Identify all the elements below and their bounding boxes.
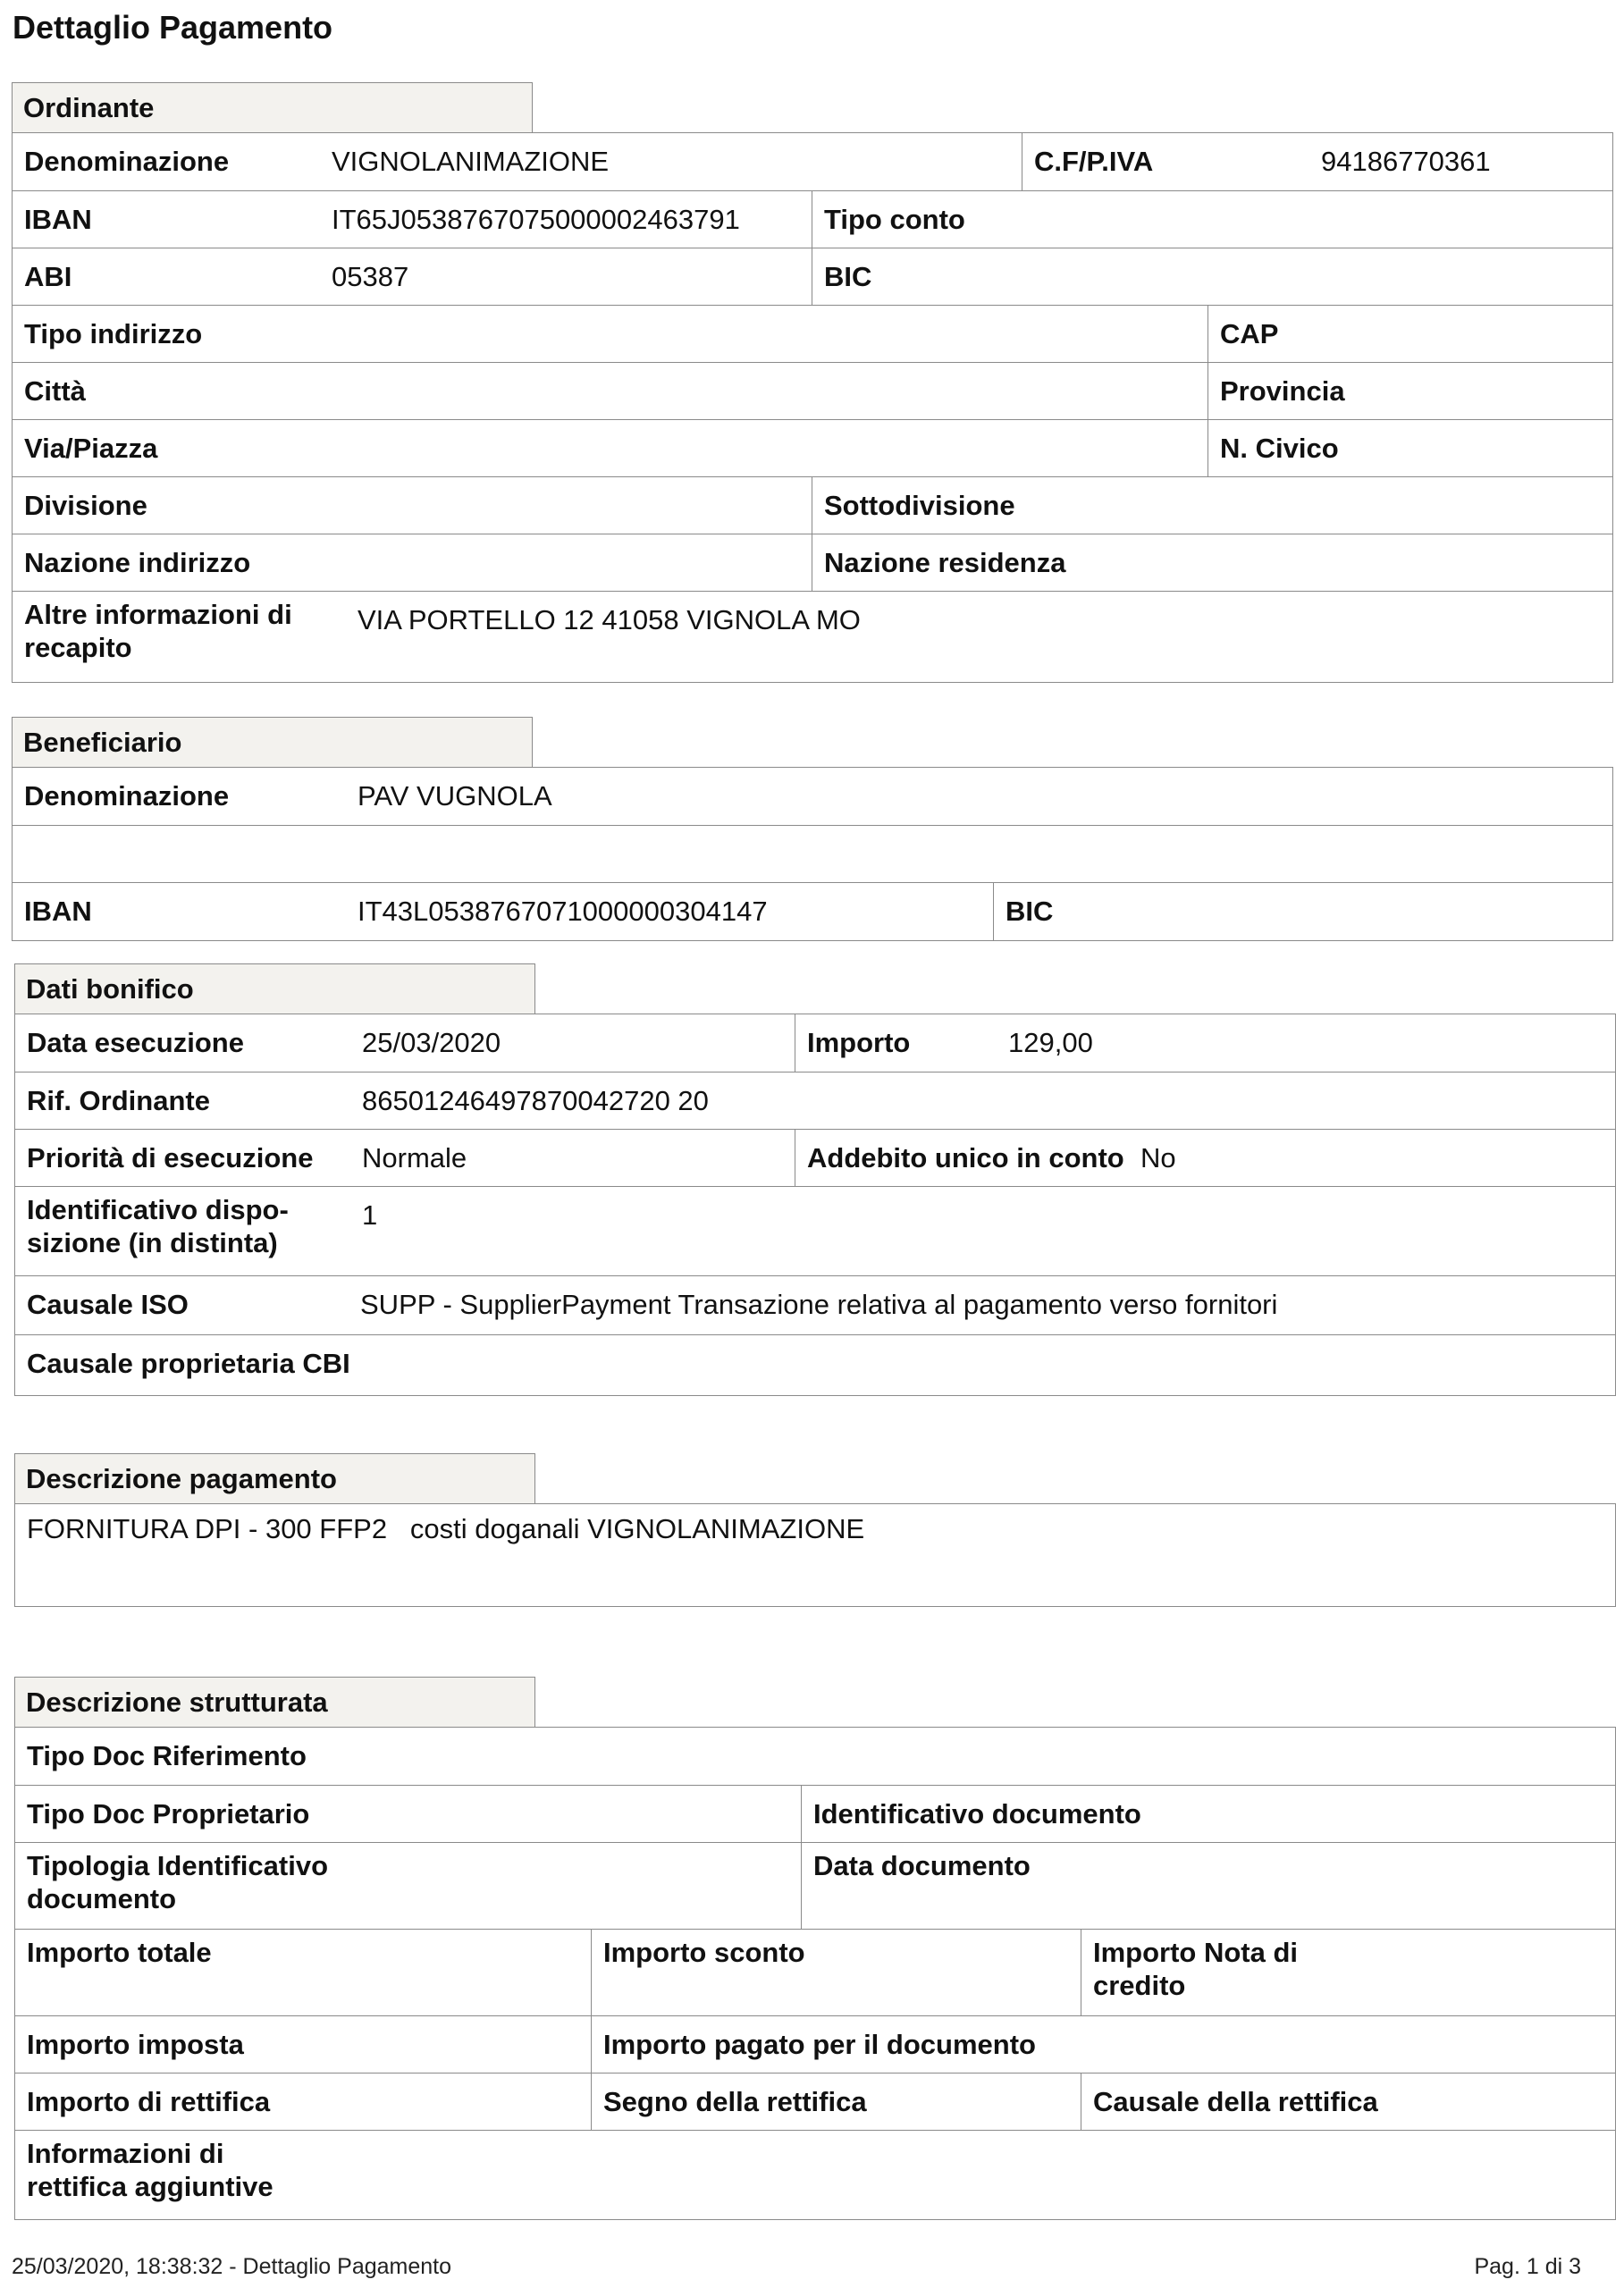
tipo-doc-rif-label: Tipo Doc Riferimento [27, 1740, 307, 1771]
section-title: Descrizione pagamento [26, 1463, 337, 1494]
civico-cell [1207, 420, 1612, 477]
descrizione-strutturata-table [14, 1727, 1616, 2220]
altre-info-label-line1: Altre informazioni di [24, 599, 292, 630]
table-row [13, 825, 1612, 883]
table-row [15, 2015, 1615, 2074]
table-row [15, 1072, 1615, 1130]
data-doc-label: Data documento [813, 1850, 1031, 1881]
table-row [15, 2130, 1615, 2219]
table-row [13, 882, 1612, 940]
importo-pagato-cell [591, 2016, 1615, 2074]
sottodivisione-cell [812, 477, 1612, 534]
table-row [13, 768, 1612, 825]
nazione-indirizzo-label: Nazione indirizzo [24, 547, 251, 578]
section-tab-ordinante [12, 82, 533, 133]
importo-nota-label-line2: credito [1093, 1970, 1186, 2001]
dati-bonifico-table [14, 1014, 1616, 1396]
section-title: Ordinante [23, 92, 155, 123]
section-tab-dati-bonifico [14, 963, 535, 1014]
sottodivisione-label: Sottodivisione [824, 490, 1015, 521]
section-tab-descrizione-pagamento [14, 1453, 535, 1504]
table-row [15, 1186, 1615, 1276]
table-row [13, 305, 1612, 363]
cap-label: CAP [1220, 318, 1279, 349]
divisione-label: Divisione [24, 490, 147, 521]
nazione-residenza-cell [812, 534, 1612, 592]
provincia-label: Provincia [1220, 375, 1345, 407]
tipo-conto-label: Tipo conto [824, 204, 965, 235]
addebito-cell [795, 1130, 1615, 1187]
table-row [15, 1334, 1615, 1394]
segno-rettifica-label: Segno della rettifica [603, 2086, 867, 2117]
table-row [15, 1785, 1615, 1843]
table-row [15, 1014, 1615, 1072]
causale-cbi-label: Causale proprietaria CBI [27, 1348, 350, 1379]
iban-value: IT65J0538767075000002463791 [332, 204, 740, 235]
data-esecuzione-label: Data esecuzione [27, 1027, 244, 1058]
importo-sconto-cell [591, 1930, 1081, 2016]
page-title: Dettaglio Pagamento [13, 9, 333, 46]
table-row [15, 2073, 1615, 2131]
bic-label: BIC [824, 261, 872, 292]
section-tab-beneficiario [12, 717, 533, 768]
section-title: Dati bonifico [26, 973, 194, 1005]
table-row [13, 591, 1612, 682]
beneficiario-table [12, 767, 1613, 941]
addebito-label: Addebito unico in conto [807, 1142, 1124, 1173]
tipologia-label-line1: Tipologia Identificativo [27, 1850, 329, 1881]
nazione-residenza-label: Nazione residenza [824, 547, 1066, 578]
segno-rettifica-cell [591, 2074, 1081, 2131]
table-row [15, 1728, 1615, 1785]
table-row [13, 133, 1612, 190]
beneficiario-denominazione-label: Denominazione [24, 780, 230, 812]
identificativo-doc-cell [801, 1786, 1615, 1843]
section-title: Descrizione strutturata [26, 1687, 328, 1718]
footer-timestamp: 25/03/2020, 18:38:32 - Dettaglio Pagamento [12, 2254, 452, 2279]
info-rettifica-label-line2: rettifica aggiuntive [27, 2171, 273, 2202]
causale-iso-label: Causale ISO [27, 1289, 189, 1320]
table-row [15, 1129, 1615, 1187]
rif-ordinante-value: 86501246497870042720 20 [362, 1085, 709, 1116]
table-row [15, 1929, 1615, 2016]
table-row [15, 1842, 1615, 1930]
importo-nota-cell [1081, 1930, 1615, 2016]
importo-nota-label-line1: Importo Nota di [1093, 1937, 1299, 1968]
descrizione-pagamento-value: FORNITURA DPI - 300 FFP2 costi doganali VIGNOLANIMAZIONE [27, 1513, 865, 1544]
priorita-label: Priorità di esecuzione [27, 1142, 314, 1173]
importo-rettifica-label: Importo di rettifica [27, 2086, 271, 2117]
altre-info-value: VIA PORTELLO 12 41058 VIGNOLA MO [358, 604, 861, 635]
importo-totale-label: Importo totale [27, 1937, 212, 1968]
identificativo-label-line2: sizione (in distinta) [27, 1227, 278, 1258]
table-row [13, 476, 1612, 534]
table-row [13, 190, 1612, 248]
identificativo-value: 1 [362, 1199, 378, 1231]
beneficiario-iban-label: IBAN [24, 896, 92, 927]
importo-label: Importo [807, 1027, 911, 1058]
causale-iso-value: SUPP - SupplierPayment Transazione relativa al pagamento verso fornitori [360, 1289, 1278, 1320]
provincia-cell [1207, 363, 1612, 420]
causale-rettifica-cell [1081, 2074, 1615, 2131]
ordinante-table [12, 132, 1613, 683]
beneficiario-denominazione-value: PAV VUGNOLA [358, 780, 552, 812]
beneficiario-iban-value: IT43L0538767071000000304147 [358, 896, 768, 927]
via-label: Via/Piazza [24, 433, 158, 464]
cf-label: C.F/P.IVA [1034, 146, 1154, 177]
identificativo-doc-label: Identificativo documento [813, 1798, 1141, 1830]
tipo-doc-prop-label: Tipo Doc Proprietario [27, 1798, 310, 1830]
cap-cell [1207, 306, 1612, 363]
iban-label: IBAN [24, 204, 92, 235]
addebito-value: No [1140, 1142, 1176, 1173]
section-tab-descrizione-strutturata [14, 1677, 535, 1728]
importo-pagato-label: Importo pagato per il documento [603, 2029, 1036, 2060]
altre-info-label-line2: recapito [24, 632, 132, 663]
denominazione-label: Denominazione [24, 146, 230, 177]
footer-page-number: Pag. 1 di 3 [1474, 2254, 1581, 2279]
abi-label: ABI [24, 261, 72, 292]
causale-rettifica-label: Causale della rettifica [1093, 2086, 1378, 2117]
civico-label: N. Civico [1220, 433, 1339, 464]
tipologia-label-line2: documento [27, 1883, 177, 1914]
denominazione-value: VIGNOLANIMAZIONE [332, 146, 610, 177]
rif-ordinante-label: Rif. Ordinante [27, 1085, 210, 1116]
table-row [13, 419, 1612, 477]
importo-sconto-label: Importo sconto [603, 1937, 805, 1968]
data-esecuzione-value: 25/03/2020 [362, 1027, 501, 1058]
descrizione-pagamento-box [14, 1503, 1616, 1607]
bic-cell [812, 248, 1612, 306]
data-doc-cell [801, 1843, 1615, 1930]
importo-cell [795, 1014, 1615, 1072]
beneficiario-bic-label: BIC [1006, 896, 1054, 927]
cf-cell [1022, 133, 1612, 190]
table-row [13, 362, 1612, 420]
importo-value: 129,00 [1008, 1027, 1093, 1058]
tipo-conto-cell [812, 191, 1612, 248]
table-row [13, 534, 1612, 592]
info-rettifica-label-line1: Informazioni di [27, 2138, 224, 2169]
abi-value: 05387 [332, 261, 409, 292]
table-row [13, 248, 1612, 306]
table-row [15, 1275, 1615, 1335]
citta-label: Città [24, 375, 86, 407]
section-title: Beneficiario [23, 727, 182, 758]
priorita-value: Normale [362, 1142, 467, 1173]
cf-value: 94186770361 [1321, 146, 1491, 177]
importo-imposta-label: Importo imposta [27, 2029, 244, 2060]
tipo-indirizzo-label: Tipo indirizzo [24, 318, 203, 349]
identificativo-label-line1: Identificativo dispo- [27, 1194, 289, 1225]
beneficiario-bic-cell [993, 883, 1612, 940]
